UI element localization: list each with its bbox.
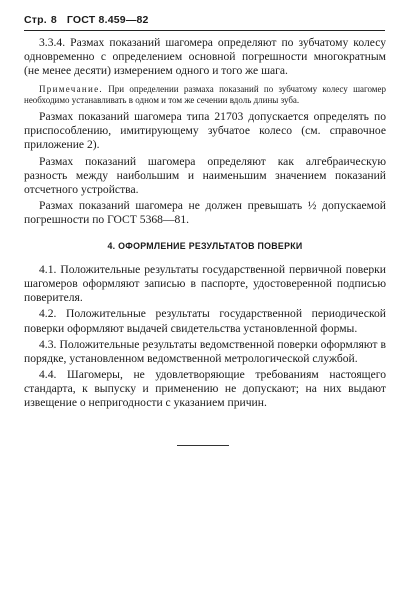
- document-body: [24, 36, 386, 412]
- note: [24, 84, 386, 106]
- paragraph-range-definition: Размах показаний шагомера определяют как алгебраическую разность между наибольшим и наименьшим значением показаний отсчетного устройства.: [24, 154, 386, 196]
- standard-designation: ГОСТ 8.459—82: [66, 14, 149, 26]
- header-rule: [24, 30, 385, 31]
- paragraph-type-21703: Размах показаний шагомера типа 21703 допускается определять по приспособлению, имитирующему зубчатое колесо (см. справочное приложение 2).: [24, 110, 386, 152]
- paragraph-4-4: 4.4. Шагомеры, не удовлетворяющие требованиям настоящего стандарта, к выпуску и применению не допускают; на них выдают извещение о непригодности с указанием причин.: [24, 367, 386, 409]
- paragraph-4-1: 4.1. Положительные результаты государственной первичной поверки шагомеров оформляют записью в паспорте, удостоверенной подписью поверителя.: [24, 263, 386, 305]
- section-4-title: 4. ОФОРМЛЕНИЕ РЕЗУЛЬТАТОВ ПОВЕРКИ: [107, 241, 303, 252]
- paragraph-4-2: 4.2. Положительные результаты государственной периодической поверки оформляют выдачей свидетельства установленной формы.: [24, 307, 386, 335]
- paragraph-3-3-4: 3.3.4. Размах показаний шагомера определяют по зубчатому колесу одновременно с определением основной погрешности многократным (не менее десяти) измерением одного и того же шага.: [24, 36, 386, 78]
- paragraph-range-limit: Размах показаний шагомера не должен превышать ½ допускаемой погрешности по ГОСТ 5368—81.: [24, 198, 386, 226]
- paragraph-4-3: 4.3. Положительные результаты ведомственной поверки оформляют в порядке, установленном ведомственной метрологической службой.: [24, 337, 386, 365]
- page-number: 8: [50, 14, 57, 26]
- page-label: Стр.: [24, 14, 47, 26]
- note-title: Примечание.: [39, 84, 103, 95]
- page-header: [24, 14, 149, 26]
- note-text: При определении размаха показаний по зубчатому колесу шагомер необходимо устанавливать в одном и том же сечении вдоль длины зуба.: [24, 84, 387, 106]
- end-rule: [177, 445, 229, 446]
